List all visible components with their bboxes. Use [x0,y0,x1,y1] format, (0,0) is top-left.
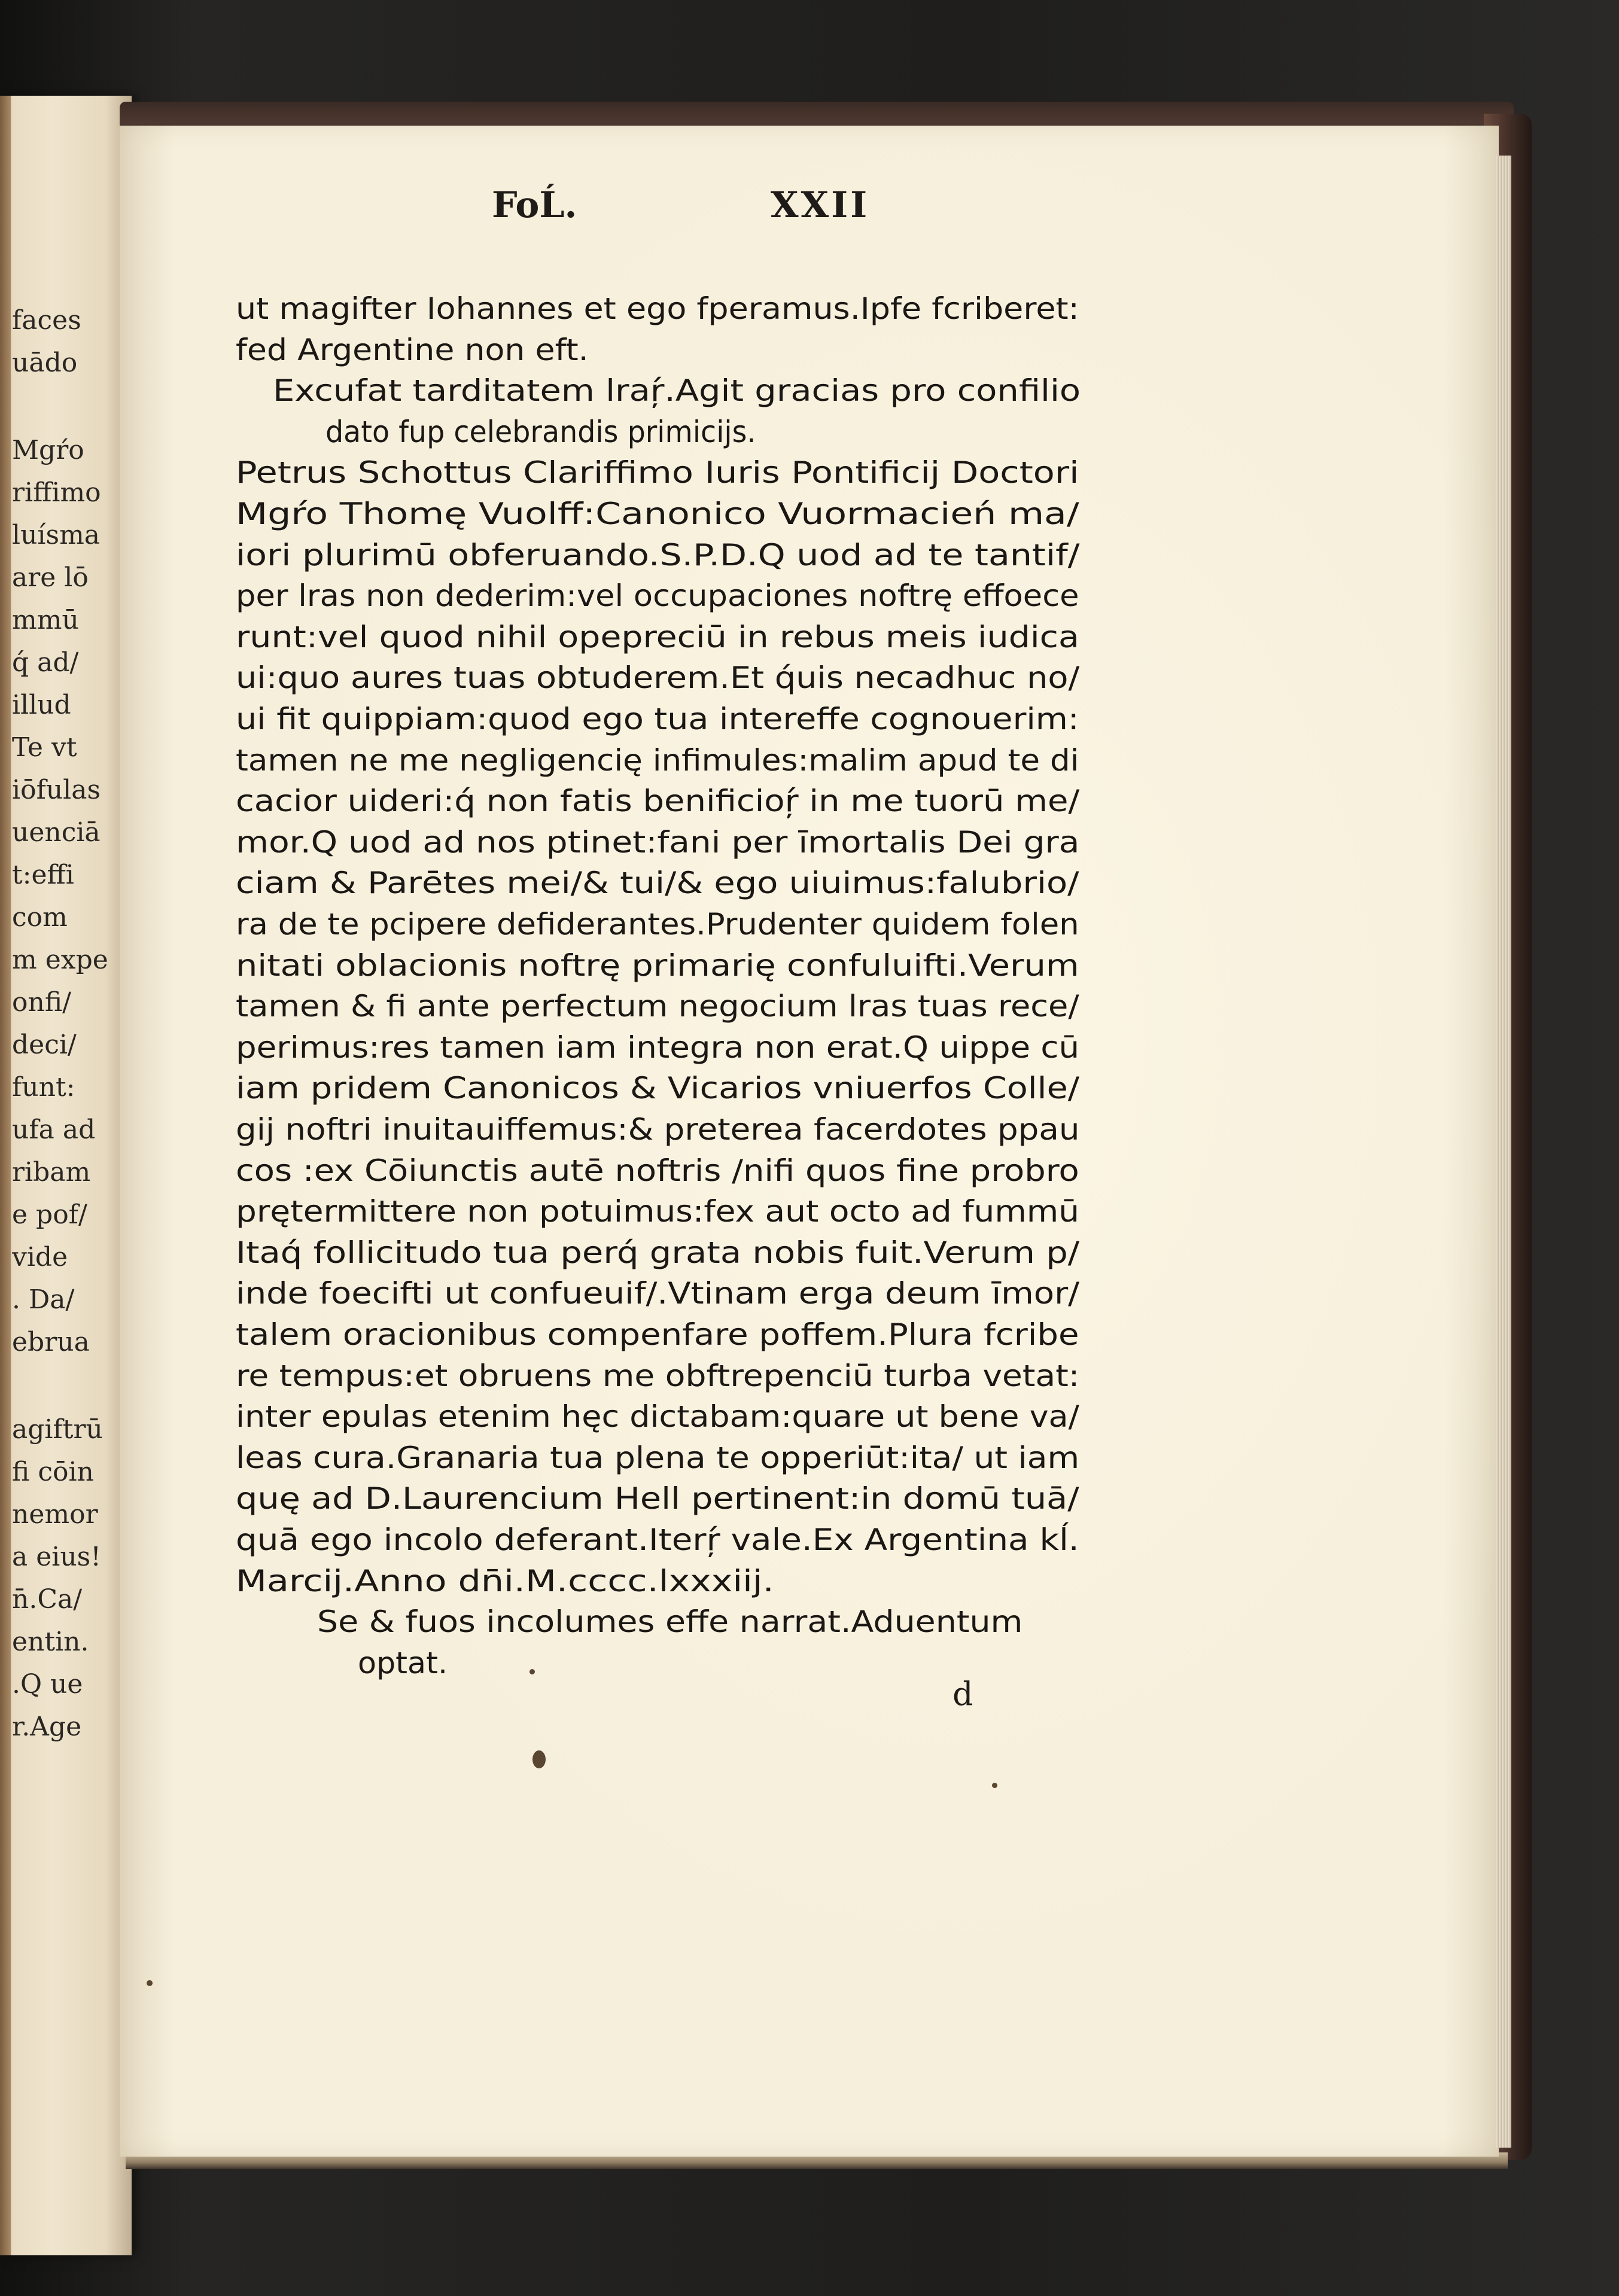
left-page-fragment: mmū [12,605,79,635]
paper-speck [532,1750,546,1768]
text-line: perimus:res tamen iam integra non erat.Q uippe cū [236,1030,1080,1065]
left-page-fragment: .Q ue [12,1669,83,1700]
left-page-fragment: illud [12,690,71,720]
text-line: gij noftri inuitauiffemus:& preterea facerdotes ppau [236,1112,1080,1147]
folio-label: FoĹ. [492,184,577,226]
left-page-gap [12,384,132,429]
paper-speck [992,1783,997,1788]
text-line: cacior uideri:q́ non fatis benificioŗ́ in me tuorū me/ [236,784,1080,818]
left-page-fragment: a eius! [12,1542,101,1572]
catchword: d [952,1675,973,1713]
left-page-fragment: faces [12,305,81,336]
left-page-gap [12,1363,132,1408]
text-line: ra de te pcipere defiderantes.Prudenter quidem folen [236,907,1079,942]
left-page-fragment: uenciā [12,817,101,848]
text-line: inter epulas etenim hęc dictabam:quare ut bene va/ [236,1399,1079,1434]
text-line: prętermittere non potuimus:fex aut octo ad fummū [236,1194,1080,1229]
text-line: Mgŕo Thomę Vuolff:Canonico Vuormacień ma/ [236,497,1079,531]
left-page-fragment: are lō [12,562,89,593]
left-page-fragment: ufa ad [12,1114,96,1145]
left-page-fragment: vide [12,1242,68,1272]
right-page [120,126,1499,2157]
left-page-fragment: r.Age [12,1712,82,1742]
text-line: quę ad D.Laurencium Hell pertinent:in domū tuā/ [236,1481,1079,1516]
left-page-fragment: entin. [12,1627,89,1657]
text-line: Se & fuos incolumes effe narrat.Aduentum [317,1604,1023,1639]
left-page-edge [0,96,132,2255]
text-line: ui fit quippiam:quod ego tua intereffe cognouerim: [236,702,1079,736]
paper-speck [529,1669,535,1674]
left-page-fragment: ebrua [12,1327,90,1357]
left-page-fragment: fi cōin [12,1457,94,1487]
left-page-text-fragments [12,299,132,1748]
text-line: iam pridem Canonicos & Vicarios vniuerfos Colle/ [236,1071,1080,1106]
text-line: Marcij.Anno dn̄i.M.cccc.lxxxiij. [236,1564,774,1598]
text-line: inde foecifti ut confueuif/.Vtinam erga deum īmor/ [236,1276,1080,1311]
left-page-fragment: funt: [12,1072,75,1103]
left-page-fragment: m expe [12,945,108,975]
text-line: iori plurimū obferuando.S.P.D.Q uod ad te tantif/ [236,538,1080,573]
text-line: fed Argentine non eft. [236,333,589,367]
left-page-fragment: uādo [12,348,78,378]
text-line: runt:vel quod nihil opepreciū in rebus meis iudica [236,620,1079,654]
text-line: dato fup celebrandis primicijs. [325,415,756,449]
folio-number: XXII [771,184,870,226]
page-header [120,184,1499,232]
left-page-fragment: t:effi [12,860,74,890]
text-line: ciam & Parētes mei/& tui/& ego uiuimus:falubrio/ [236,866,1079,900]
text-line: nitati oblacionis noftrę primarię confuluifti.Verum [236,948,1079,983]
left-page-fragment: nemor [12,1499,98,1530]
left-page-fragment: iōfulas [12,775,101,805]
text-line: talem oracionibus compenfare poffem.Plura fcribe [236,1317,1079,1352]
text-line: tamen ne me negligencię infimules:malim apud te di [236,743,1079,778]
text-line: re tempus:et obruens me obftrepenciū turba vetat: [236,1359,1080,1393]
text-line: Petrus Schottus Clariffimo Iuris Pontificij Doctori [236,455,1079,490]
left-page-fragment: . Da/ [12,1284,75,1315]
text-line: quā ego incolo deferant.Iterŗ́ vale.Ex Argentina kĺ. [236,1522,1079,1557]
text-line: Excufat tarditatem lraŗ́.Agit gracias pro confilio [273,373,1081,408]
left-page-fragment: deci/ [12,1030,77,1060]
text-line: ui:quo aures tuas obtuderem.Et q́uis necadhuc no/ [236,660,1080,695]
left-page-fragment: com [12,902,68,933]
text-line: Itaq́ follicitudo tua perq́ grata nobis fuit.Verum p/ [236,1235,1080,1270]
text-line: leas cura.Granaria tua plena te opperiūt:ita/ ut iam [236,1441,1080,1475]
text-line: per lras non dederim:vel occupaciones noftrę effoece [236,578,1079,613]
left-page-binding-strip [0,96,11,2255]
text-line: cos :ex Cōiunctis autē noftris /nifi quos fine probro [236,1153,1079,1188]
left-page-fragment: q́ ad/ [12,647,79,678]
page-stack-edge [1496,156,1511,2148]
paper-speck [147,1980,153,1986]
left-page-fragment: riffimo [12,477,101,508]
left-page-fragment: onfi/ [12,987,71,1018]
left-page-fragment: n̄.Ca/ [12,1584,83,1615]
text-line: ut magifter Iohannes et ego fperamus.Ipfe fcriberet: [236,291,1079,326]
text-line: tamen & fi ante perfectum negocium lras tuas rece/ [236,989,1079,1024]
text-line: mor.Q uod ad nos ptinet:fani per īmortalis Dei gra [236,825,1080,860]
left-page-fragment: luísma [12,520,101,550]
left-page-fragment: agiftrū [12,1414,103,1445]
left-page-fragment: Mgŕo [12,435,84,465]
left-page-fragment: e pof/ [12,1199,87,1230]
left-page-fragment: ribam [12,1157,91,1187]
text-line: optat. [358,1646,448,1680]
left-page-fragment: Te vt [12,732,77,763]
